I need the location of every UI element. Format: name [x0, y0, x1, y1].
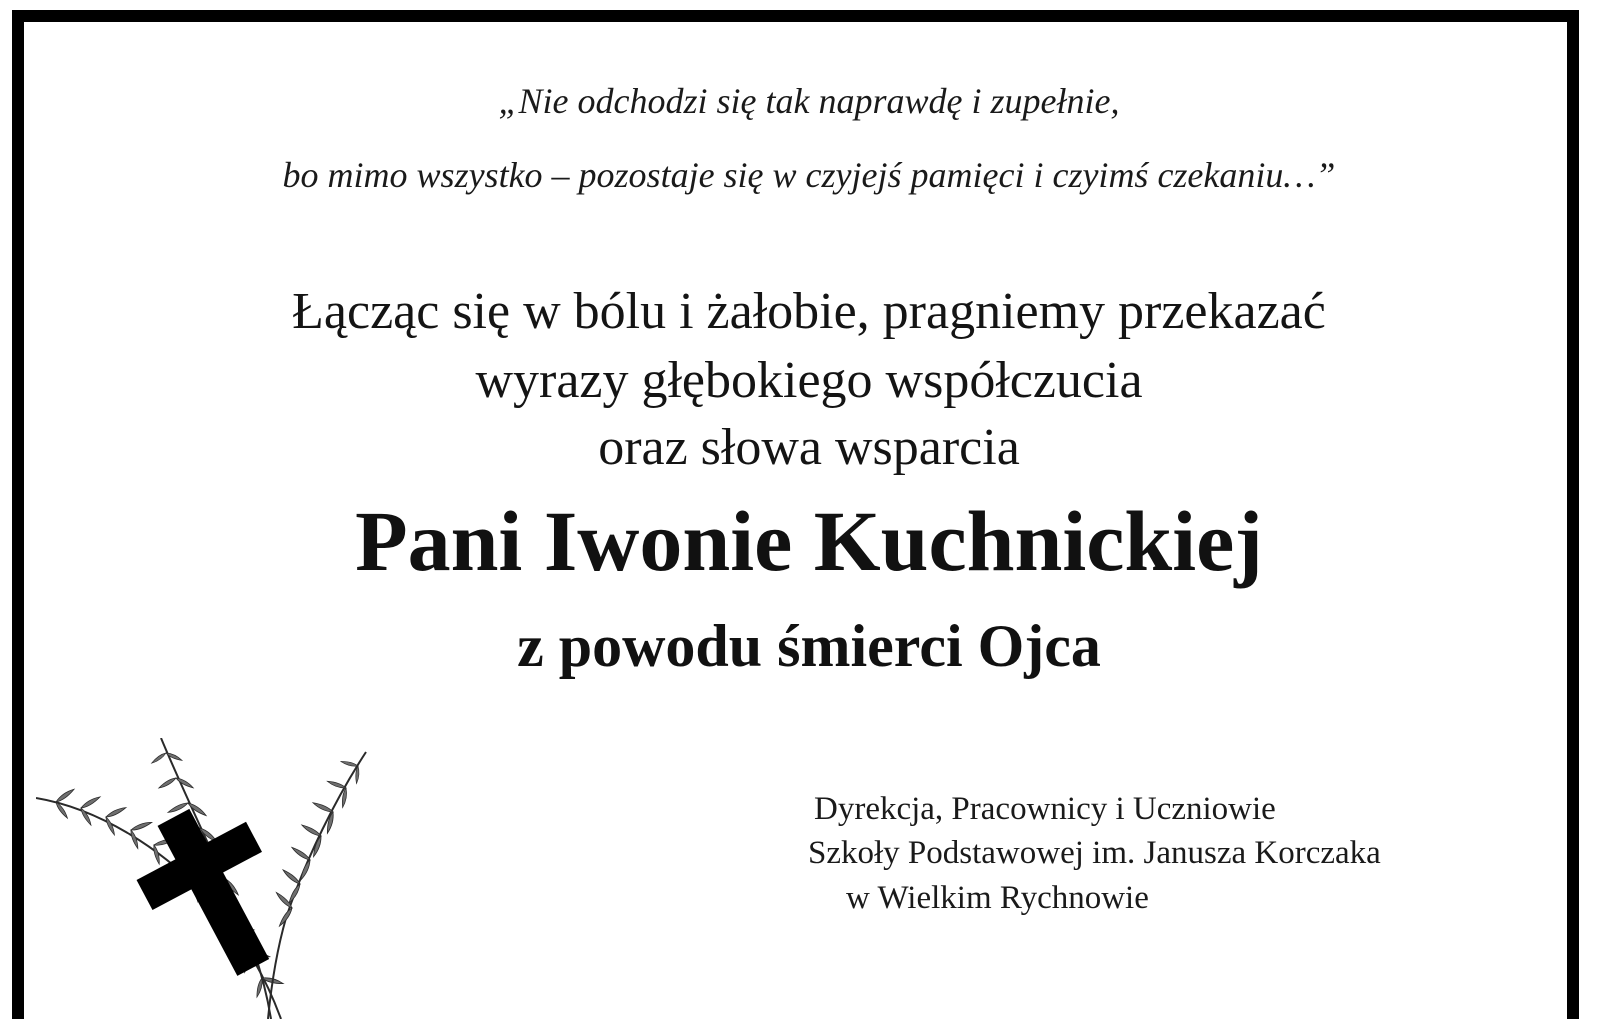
quote-line-1: „Nie odchodzi się tak naprawdę i zupełnie, — [498, 81, 1120, 121]
quote-line-2: bo mimo wszystko – pozostaje się w czyjejś pamięci i czyimś czekaniu…” — [282, 155, 1336, 195]
signature-line-2: Szkoły Podstawowej im. Janusza Korczaka — [808, 835, 1381, 871]
condolence-reason: z powodu śmierci Ojca — [517, 613, 1101, 679]
condolence-line-3: oraz słowa wsparcia — [598, 419, 1020, 476]
condolence-line-2: wyrazy głębokiego współczucia — [475, 352, 1143, 409]
condolence-line-1: Łącząc się w bólu i żałobie, pragniemy przekazać — [292, 283, 1326, 340]
signature-line-1: Dyrekcja, Pracownicy i Uczniowie — [814, 791, 1276, 827]
recipient-name: Pani Iwonie Kuchnickiej — [355, 493, 1263, 589]
right-fern — [268, 752, 366, 1019]
cross-icon — [119, 788, 308, 996]
signature-line-3: w Wielkim Rychnowie — [846, 880, 1149, 916]
cross-with-ferns-icon — [36, 738, 376, 1019]
